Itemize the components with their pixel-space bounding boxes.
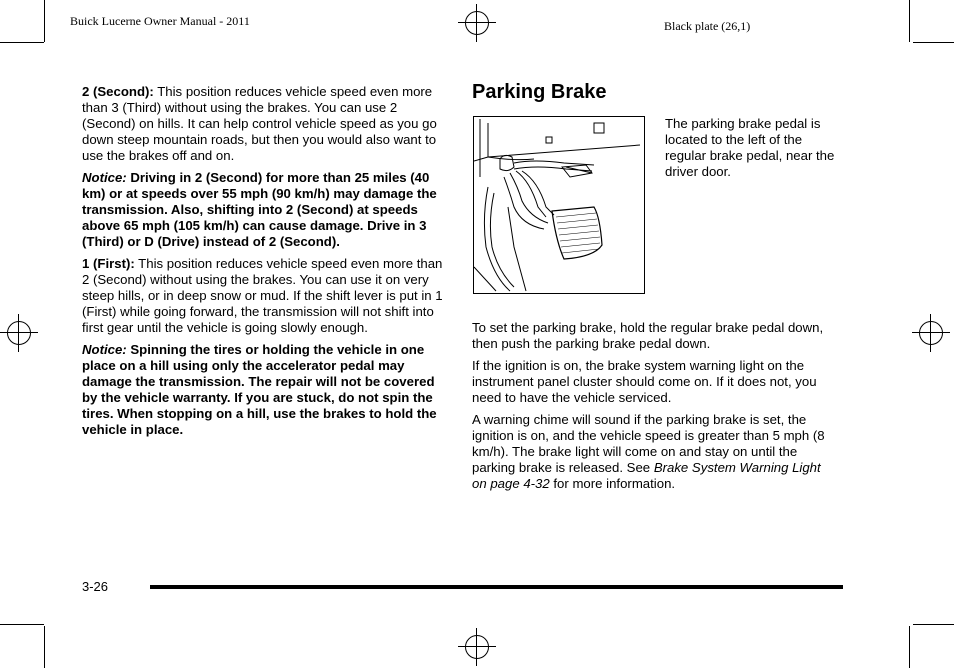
- notice-text: Driving in 2 (Second) for more than 25 miles (40 km) or at speeds over 55 mph (90 km/h) may damage the transmission. Also, shifting into 2 (Second) at speeds above 65 mph (105 km/h) can cause damage. Drive in 3 (Third) or D (Drive) instead of 2 (Second).: [82, 170, 437, 249]
- first-gear-text: This position reduces vehicle speed even more than 2 (Second) without using the brakes. You can use it on very steep hills, or in deep snow or mud. If the shift lever is put in 1 (First) while going forward, the transmission will not shift into first gear until the vehicle is going slowly enough.: [82, 256, 443, 335]
- registration-mark: [0, 314, 38, 352]
- second-gear-label: 2 (Second):: [82, 84, 154, 99]
- notice-paragraph: [82, 342, 448, 438]
- notice-paragraph: [82, 170, 448, 250]
- warning-chime-end: for more information.: [549, 476, 676, 491]
- registration-mark: [458, 4, 496, 42]
- page-number: 3-26: [82, 579, 109, 594]
- notice-label: Notice:: [82, 342, 127, 357]
- warning-light-paragraph: If the ignition is on, the brake system warning light on the instrument panel cluster should come on. If it does not, you need to have the vehicle serviced.: [472, 358, 817, 405]
- first-gear-label: 1 (First):: [82, 256, 135, 271]
- registration-mark: [912, 314, 950, 352]
- notice-label: Notice:: [82, 170, 127, 185]
- crop-mark: [913, 624, 954, 625]
- figure-caption: The parking brake pedal is located to the left of the regular brake pedal, near the driver door.: [665, 116, 835, 179]
- footer-rule: [150, 585, 843, 589]
- crop-mark: [0, 624, 44, 625]
- crop-mark: [909, 0, 910, 42]
- warning-chime-text: A warning chime will sound if the parking brake is set, the ignition is on, and the vehicle speed is greater than 5 mph (8 km/h). The brake light will come on and stay on until the parking brake is released. See: [472, 412, 825, 475]
- notice-text: Spinning the tires or holding the vehicle in one place on a hill using only the accelerator pedal may damage the transmission. The repair will not be covered by the vehicle warranty. If you are stuck, do not spin the tires. When stopping on a hill, use the brakes to hold the vehicle in place.: [82, 342, 437, 437]
- second-gear-paragraph: [82, 84, 448, 164]
- warning-chime-paragraph: [472, 412, 832, 492]
- section-title: Parking Brake: [472, 81, 607, 103]
- cross-reference-link[interactable]: Brake System Warning Light on page 4-32: [472, 460, 821, 491]
- set-brake-paragraph: To set the parking brake, hold the regular brake pedal down, then push the parking brake pedal down.: [472, 320, 824, 351]
- crop-mark: [0, 42, 44, 43]
- parking-brake-illustration: [473, 116, 645, 294]
- registration-mark: [458, 628, 496, 666]
- crop-mark: [913, 42, 954, 43]
- left-column: [82, 84, 448, 444]
- crop-mark: [44, 626, 45, 668]
- first-gear-paragraph: [82, 256, 448, 336]
- header-plate-label: Black plate (26,1): [664, 19, 751, 33]
- right-column: [472, 320, 832, 498]
- crop-mark: [44, 0, 45, 42]
- second-gear-text: This position reduces vehicle speed even more than 3 (Third) without using the brakes. You can use 2 (Second) on hills. It can help control vehicle speed as you go down steep mountain roads, but then you would also want to use the brakes off and on.: [82, 84, 437, 163]
- header-manual-title: Buick Lucerne Owner Manual - 2011: [70, 14, 250, 28]
- crop-mark: [909, 626, 910, 668]
